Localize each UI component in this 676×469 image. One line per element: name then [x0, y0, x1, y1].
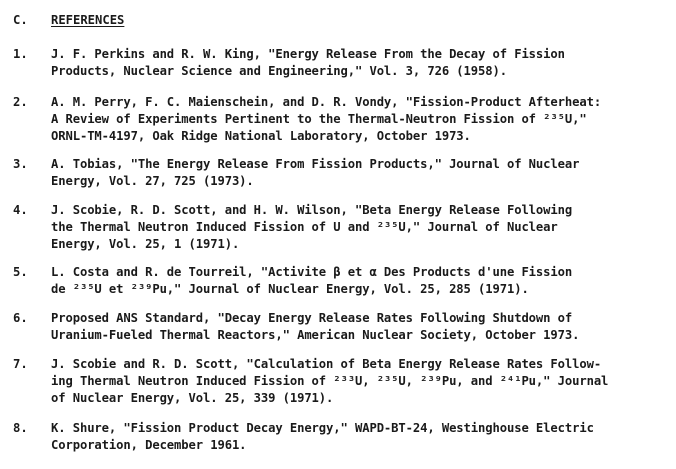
reference-line: A Review of Experiments Pertinent to the Thermal-Neutron Fission of ²³⁵U," [51, 112, 587, 126]
reference-line: Energy, Vol. 25, 1 (1971). [51, 237, 240, 251]
reference-line: Products, Nuclear Science and Engineering," Vol. 3, 726 (1958). [51, 64, 507, 78]
reference-3 [13, 156, 663, 190]
reference-line: de ²³⁵U et ²³⁹Pu," Journal of Nuclear Energy, Vol. 25, 285 (1971). [51, 282, 529, 296]
reference-number: 5. [13, 265, 28, 279]
section-letter: C. [13, 13, 28, 27]
reference-4 [13, 202, 663, 253]
reference-line: of Nuclear Energy, Vol. 25, 339 (1971). [51, 391, 334, 405]
reference-number: 7. [13, 357, 28, 371]
reference-line: L. Costa and R. de Tourreil, "Activite β et α Des Products d'une Fission [51, 265, 573, 279]
reference-number: 3. [13, 157, 28, 171]
reference-line: A. M. Perry, F. C. Maienschein, and D. R. Vondy, "Fission-Product Afterheat: [51, 95, 602, 109]
reference-text [51, 156, 663, 190]
reference-2 [13, 94, 663, 145]
reference-number: 6. [13, 311, 28, 325]
reference-line: J. Scobie and R. D. Scott, "Calculation of Beta Energy Release Rates Follow- [51, 357, 602, 371]
reference-line: Uranium-Fueled Thermal Reactors," American Nuclear Society, October 1973. [51, 328, 580, 342]
reference-line: Proposed ANS Standard, "Decay Energy Release Rates Following Shutdown of [51, 311, 573, 325]
reference-line: Corporation, December 1961. [51, 438, 247, 452]
reference-line: A. Tobias, "The Energy Release From Fission Products," Journal of Nuclear [51, 157, 580, 171]
reference-line: ing Thermal Neutron Induced Fission of ²³³U, ²³⁵U, ²³⁹Pu, and ²⁴¹Pu," Journal [51, 374, 609, 388]
reference-number: 2. [13, 95, 28, 109]
reference-number: 1. [13, 47, 28, 61]
reference-text [51, 46, 663, 80]
reference-text [51, 202, 663, 253]
reference-1 [13, 46, 663, 80]
reference-line: K. Shure, "Fission Product Decay Energy," WAPD-BT-24, Westinghouse Electric [51, 421, 594, 435]
reference-text [51, 264, 663, 298]
reference-line: J. F. Perkins and R. W. King, "Energy Release From the Decay of Fission [51, 47, 565, 61]
reference-line: J. Scobie, R. D. Scott, and H. W. Wilson, "Beta Energy Release Following [51, 203, 573, 217]
reference-6 [13, 310, 663, 344]
reference-text [51, 356, 663, 407]
reference-7 [13, 356, 663, 407]
reference-line: the Thermal Neutron Induced Fission of U and ²³⁵U," Journal of Nuclear [51, 220, 558, 234]
reference-text [51, 310, 663, 344]
section-heading [13, 12, 124, 29]
reference-number: 8. [13, 421, 28, 435]
reference-5 [13, 264, 663, 298]
reference-line: Energy, Vol. 27, 725 (1973). [51, 174, 254, 188]
reference-text [51, 420, 663, 454]
reference-8 [13, 420, 663, 454]
section-title: REFERENCES [51, 13, 125, 27]
reference-text [51, 94, 663, 145]
reference-line: ORNL-TM-4197, Oak Ridge National Laboratory, October 1973. [51, 129, 471, 143]
reference-number: 4. [13, 203, 28, 217]
